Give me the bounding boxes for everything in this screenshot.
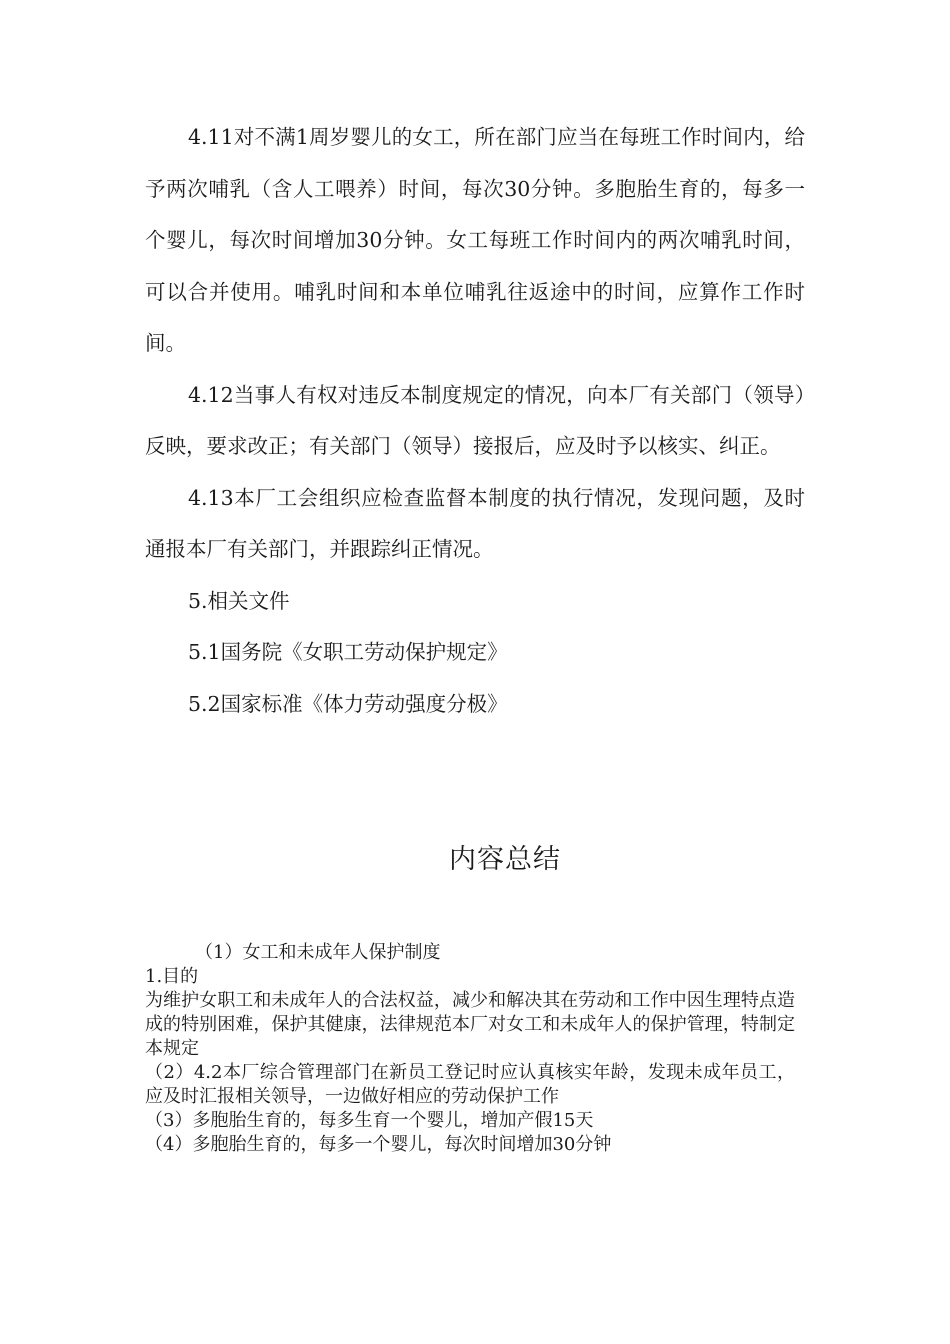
summary-block (145, 941, 795, 1157)
body-text (145, 112, 805, 730)
section-heading-related-documents: 5.相关文件 (188, 588, 290, 613)
paragraph-4-11: 4.11对不满1周岁婴儿的女工，所在部门应当在每班工作时间内，给予两次哺乳（含人工喂养）时间，每次30分钟。多胞胎生育的，每多一个婴儿，每次时间增加30分钟。女工每班工作时间内的两次哺乳时间，可以合并使用。哺乳时间和本单位哺乳往返途中的时间，应算作工作时间。 (145, 125, 805, 355)
summary-purpose-text: 为维护女职工和未成年人的合法权益，减少和解决其在劳动和工作中因生理特点造成的特别困难，保护其健康，法律规范本厂对女工和未成年人的保护管理，特制定本规定 (145, 990, 795, 1059)
paragraph-4-13: 4.13本厂工会组织应检查监督本制度的执行情况，发现问题，及时通报本厂有关部门，并跟踪纠正情况。 (145, 485, 805, 561)
summary-item-4: （4）多胞胎生育的，每多一个婴儿，每次时间增加30分钟 (145, 1134, 612, 1155)
paragraph-4-12: 4.12当事人有权对违反本制度规定的情况，向本厂有关部门（领导）反映，要求改正；有关部门（领导）接报后，应及时予以核实、纠正。 (145, 382, 805, 458)
summary-title: 内容总结 (449, 844, 561, 875)
summary-item-1: （1）女工和未成年人保护制度 (195, 942, 441, 963)
reference-5-2: 5.2国家标准《体力劳动强度分极》 (188, 691, 508, 716)
reference-5-1: 5.1国务院《女职工劳动保护规定》 (188, 640, 508, 664)
summary-purpose-heading: 1.目的 (145, 966, 199, 987)
summary-item-2: （2）4.2本厂综合管理部门在新员工登记时应认真核实年龄，发现未成年员工，应及时汇报相关领导，一边做好相应的劳动保护工作 (145, 1062, 795, 1107)
summary-item-3: （3）多胞胎生育的，每多生育一个婴儿，增加产假15天 (145, 1110, 594, 1131)
